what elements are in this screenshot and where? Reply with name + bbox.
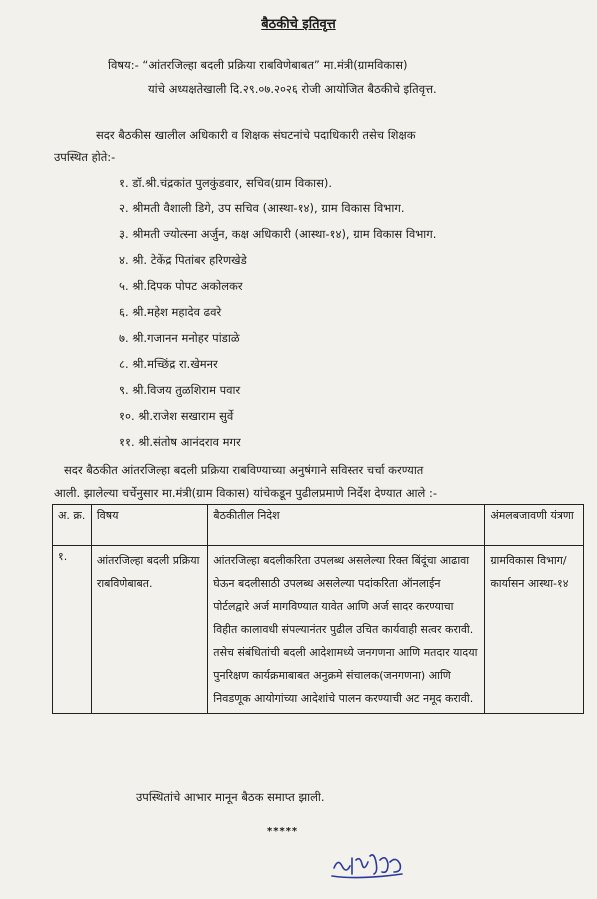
attendee-item: ५. श्री.दिपक पोपट अकोलकर [119, 279, 243, 293]
table-row [53, 546, 584, 714]
attendee-item: ७. श्री.गजानन मनोहर पांडाळे [119, 331, 240, 345]
attendee-item: ६. श्री.महेश महादेव ढवरे [119, 305, 222, 319]
row-directive: आंतरजिल्हा बदलीकरिता उपलब्ध असलेल्या रिक्त बिंदूंचा आढावा घेऊन बदलीसाठी उपलब्ध असलेल्या पदांकरिता ऑनलाईन पोर्टलद्वारे अर्ज मागविण्यात यावेत आणि अर्ज सादर करण्याचा विहीत कालावधी संपल्यानंतर पुढील उचित कार्यवाही सत्वर करावी. तसेच संबंधितांची बदली आदेशामध्ये जनगणना आणि मतदार यादया पुनरिक्षण कार्यक्रमाबाबत अनुक्रमे संचालक(जनगणना) आणि निवडणूक आयोगांच्या आदेशांचे पालन करण्याची अट नमूद करावी. [208, 546, 485, 714]
header-subject: विषय [91, 505, 207, 546]
signature-mark [330, 848, 410, 884]
intro-line-1: सदर बैठकीस खालील अधिकारी व शिक्षक संघटनांचे पदाधिकारी तसेच शिक्षक [96, 128, 416, 142]
row-agency: ग्रामविकास विभाग/कार्यासन आस्था-१४ [485, 546, 584, 714]
subject-line-1: विषय:- “आंतरजिल्हा बदली प्रक्रिया राबविणेबाबत” मा.मंत्री(ग्रामविकास) [108, 58, 408, 72]
signature [330, 848, 410, 888]
header-serial-no: अ. क्र. [53, 505, 92, 546]
attendee-item: ९. श्री.विजय तुळशिराम पवार [119, 383, 241, 397]
row-serial-no: १. [53, 546, 92, 714]
header-agency: अंमलबजावणी यंत्रणा [485, 505, 584, 546]
attendee-item: १०. श्री.राजेश सखाराम सुर्वे [119, 409, 234, 423]
subject-line-2: यांचे अध्यक्षतेखाली दि.२९.०७.२०२६ रोजी आयोजित बैठकीचे इतिवृत्त. [148, 82, 437, 96]
header-directive: बैठकीतील निदेश [208, 505, 485, 546]
attendee-item: ११. श्री.संतोष आनंदराव मगर [119, 435, 241, 449]
intro-line-2: उपस्थित होते:- [54, 150, 116, 164]
attendee-item: २. श्रीमती वैशाली डिगे, उप सचिव (आस्था-१४), ग्राम विकास विभाग. [119, 201, 405, 215]
table-header-row [53, 505, 584, 546]
attendee-item: ३. श्रीमती ज्योत्स्ना अर्जुन, कक्ष अधिकारी (आस्था-१४), ग्राम विकास विभाग. [119, 227, 437, 241]
document-title: बैठकीचे इतिवृत्त [261, 17, 336, 32]
attendee-item: ८. श्री.मच्छिंद्र रा.खेमनर [119, 357, 218, 371]
attendee-item: ४. श्री. टेकेंद्र पितांबर हरिणखेडे [119, 253, 247, 267]
row-subject: आंतरजिल्हा बदली प्रक्रिया राबविणेबाबत. [91, 546, 207, 714]
discussion-line-2: आली. झालेल्या चर्चेनुसार मा.मंत्री(ग्राम विकास) यांचेकडून पुढीलप्रमाणे निर्देश देण्यात आले :- [54, 486, 437, 500]
discussion-line-1: सदर बैठकीत आंतरजिल्हा बदली प्रक्रिया राबविण्याच्या अनुषंगाने सविस्तर चर्चा करण्यात [64, 463, 424, 477]
attendee-item: १. डॉ.श्री.चंद्रकांत पुलकुंडवार, सचिव(ग्राम विकास). [119, 176, 333, 190]
closing-line: उपस्थितांचे आभार मानून बैठक समाप्त झाली. [136, 790, 325, 804]
directives-table [52, 504, 584, 714]
end-mark: ***** [267, 826, 299, 837]
